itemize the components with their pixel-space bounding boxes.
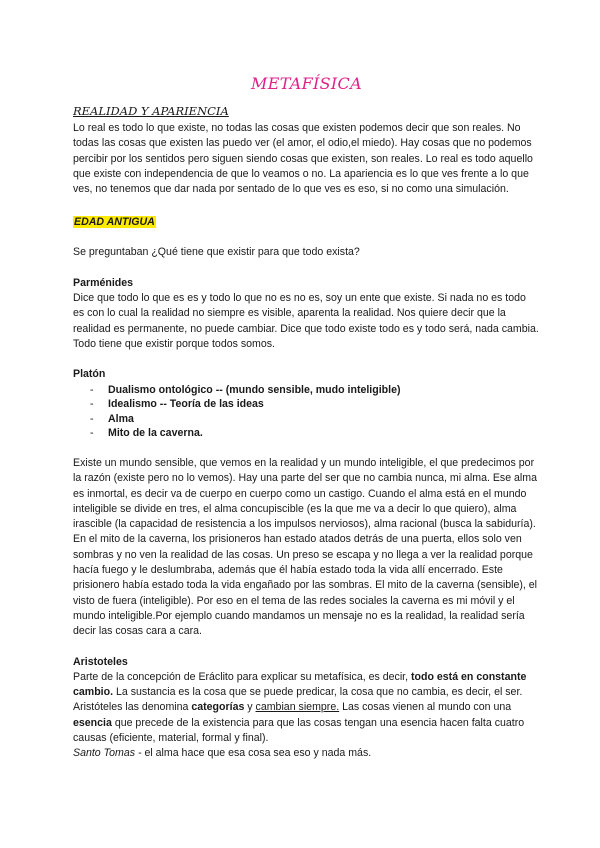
bold-run: esencia [73,716,112,729]
platon-concept-list [73,383,540,441]
bold-run: todo está en constante cambio. [73,670,527,699]
list-item [90,412,540,427]
list-item [90,397,540,412]
parmenides-paragraph: Dice que todo lo que es es y todo lo que no es no es, soy un ente que existe. Si nada no es todo es con lo cual la realidad no siempre es visible, aparenta la realidad. Nos quiere decir que la realidad es permanente, no puede cambiar. Dice que todo existe todo es y todo será, nada cambia. Todo tiene que existir porque todos somos. [73,292,539,350]
list-item [90,383,540,398]
santo-tomas-text: el alma hace que esa cosa sea eso y nada más. [144,747,372,760]
era-label-highlight: EDAD ANTIGUA [74,216,155,229]
list-dash: - [90,412,94,425]
list-dash: - [90,398,94,411]
bold-run: categorías [191,701,245,714]
separator: - [135,747,145,760]
aristoteles-paragraph [73,670,540,746]
platon-paragraph: Existe un mundo sensible, que vemos en la realidad y un mundo inteligible, el que predecimos por la razón (existe pero no lo vemos). Hay una parte del ser que no cambia nunca, mi alma. Ese alma es inmortal, es decir va de cuerpo en cuerpo como un castigo. Cuando el alma está en el mundo inteligible se divide en tres, el alma concupiscible (es la que me va a decir lo que quiero), alma irascible (la capacidad de resistencia a los impulsos nerviosos), alma racional (busca la sabiduría). En el mito de la caverna, los prisioneros han estado atados detrás de una puerta, ellos solo ven sombras y no ven la realidad de las cosas. Un preso se escapa y no llega a ver la realidad porque hacía fuego y le deslumbraba, además que él había estado toda la vida allí encerrado. Este prisionero había estado toda la vida engañado por las sombras. El mito de la caverna (sensible), el visto de fuera (inteligible). Por eso en el tema de las redes sociales la caverna es mi móvil y el mundo inteligible.Por ejemplo cuando mandamos un mensaje no es la realidad, la realidad sería decir las cosas cara a cara. [73,456,538,638]
underlined-run: cambian siempre. [255,701,340,714]
question-paragraph: Se preguntaban ¿Qué tiene que existir para que todo exista? [73,246,360,259]
list-item-text: Idealismo -- Teoría de las ideas [108,398,264,411]
text-run: La sustancia es la cosa que se puede predicar, la cosa que no cambia, es decir, el ser. Aristóteles las denomina [73,686,523,714]
text-run: Parte de la concepción de Eráclito para explicar su metafísica, es decir, [73,670,411,683]
list-item [90,426,540,441]
list-item-text: Mito de la caverna. [108,427,203,440]
platon-heading: Platón [73,368,106,381]
text-run: y [244,701,256,714]
list-dash: - [90,427,94,440]
list-item-text: Dualismo ontológico -- (mundo sensible, mudo inteligible) [108,383,401,396]
era-heading [73,212,540,230]
list-dash: - [90,383,94,396]
intro-paragraph: Lo real es todo lo que existe, no todas las cosas que existen podemos decir que son reales. No todas las cosas que existen las puedo ver (el amor, el odio,el miedo). Hay cosas que no podemos percibir por los sentidos pero siguen siendo cosas que existen, son reales. Lo real es todo aquello que existe con independencia de que lo veamos o no. La apariencia es lo que ves frente a lo que ves, no tenemos que dar nada por sentado de lo que ves es eso, si no como una simulación. [73,122,533,196]
santo-tomas-name: Santo Tomas [73,747,136,760]
section-subtitle: REALIDAD Y APARIENCIA [73,104,229,118]
aristoteles-heading: Aristoteles [73,655,128,668]
parmenides-heading: Parménides [73,276,134,289]
list-item-text: Alma [108,412,134,425]
text-run: Las cosas vienen al mundo con una [339,701,512,714]
text-run: que precede de la existencia para que las cosas tengan una esencia hacen falta cuatro causas (eficiente, material, formal y final). [73,716,525,744]
santo-tomas-line [73,746,540,761]
page-title: METAFÍSICA [251,74,362,93]
